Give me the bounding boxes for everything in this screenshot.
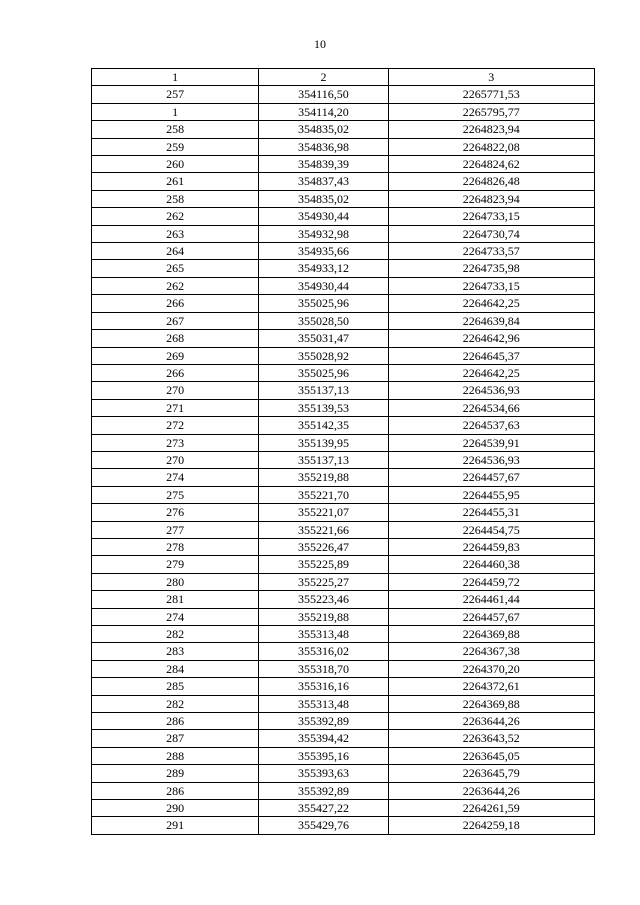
cell-x-coordinate: 355395,16 xyxy=(259,747,388,764)
table-row xyxy=(92,591,595,608)
cell-point-number: 259 xyxy=(92,138,259,155)
table-row xyxy=(92,608,595,625)
cell-x-coordinate: 354839,39 xyxy=(259,156,388,173)
cell-point-number: 267 xyxy=(92,312,259,329)
cell-y-coordinate: 2264459,72 xyxy=(388,573,594,590)
cell-point-number: 257 xyxy=(92,86,259,103)
cell-y-coordinate: 2264457,67 xyxy=(388,469,594,486)
cell-y-coordinate: 2264455,31 xyxy=(388,504,594,521)
cell-x-coordinate: 355137,13 xyxy=(259,451,388,468)
cell-x-coordinate: 354930,44 xyxy=(259,208,388,225)
table-row xyxy=(92,417,595,434)
cell-y-coordinate: 2264645,37 xyxy=(388,347,594,364)
cell-y-coordinate: 2264733,15 xyxy=(388,208,594,225)
cell-point-number: 263 xyxy=(92,225,259,242)
column-header-point-number: 1 xyxy=(92,69,259,86)
cell-x-coordinate: 355392,89 xyxy=(259,782,388,799)
table-header-row xyxy=(92,69,595,86)
cell-point-number: 269 xyxy=(92,347,259,364)
cell-y-coordinate: 2263645,79 xyxy=(388,765,594,782)
page-number: 10 xyxy=(314,37,326,51)
cell-x-coordinate: 355394,42 xyxy=(259,730,388,747)
cell-point-number: 277 xyxy=(92,521,259,538)
cell-x-coordinate: 355393,63 xyxy=(259,765,388,782)
table-row xyxy=(92,451,595,468)
cell-y-coordinate: 2263644,26 xyxy=(388,713,594,730)
table-row xyxy=(92,121,595,138)
table-row xyxy=(92,643,595,660)
cell-y-coordinate: 2264461,44 xyxy=(388,591,594,608)
cell-point-number: 286 xyxy=(92,713,259,730)
cell-point-number: 289 xyxy=(92,765,259,782)
cell-point-number: 273 xyxy=(92,434,259,451)
cell-point-number: 288 xyxy=(92,747,259,764)
cell-x-coordinate: 355031,47 xyxy=(259,330,388,347)
cell-point-number: 268 xyxy=(92,330,259,347)
table-row xyxy=(92,243,595,260)
cell-point-number: 261 xyxy=(92,173,259,190)
cell-y-coordinate: 2265771,53 xyxy=(388,86,594,103)
table-row xyxy=(92,695,595,712)
cell-x-coordinate: 354935,66 xyxy=(259,243,388,260)
cell-y-coordinate: 2264823,94 xyxy=(388,190,594,207)
table-row xyxy=(92,747,595,764)
cell-x-coordinate: 355025,96 xyxy=(259,295,388,312)
cell-y-coordinate: 2264537,63 xyxy=(388,417,594,434)
cell-y-coordinate: 2264733,15 xyxy=(388,277,594,294)
table-row xyxy=(92,138,595,155)
cell-y-coordinate: 2264369,88 xyxy=(388,626,594,643)
cell-x-coordinate: 355392,89 xyxy=(259,713,388,730)
cell-y-coordinate: 2264826,48 xyxy=(388,173,594,190)
table-row xyxy=(92,504,595,521)
cell-y-coordinate: 2264536,93 xyxy=(388,451,594,468)
cell-point-number: 278 xyxy=(92,538,259,555)
cell-point-number: 282 xyxy=(92,695,259,712)
table-row xyxy=(92,190,595,207)
cell-x-coordinate: 355427,22 xyxy=(259,800,388,817)
table-row xyxy=(92,312,595,329)
cell-point-number: 275 xyxy=(92,486,259,503)
cell-x-coordinate: 354933,12 xyxy=(259,260,388,277)
cell-x-coordinate: 354930,44 xyxy=(259,277,388,294)
cell-y-coordinate: 2264459,83 xyxy=(388,538,594,555)
cell-y-coordinate: 2264534,66 xyxy=(388,399,594,416)
cell-y-coordinate: 2263643,52 xyxy=(388,730,594,747)
cell-x-coordinate: 355028,92 xyxy=(259,347,388,364)
cell-y-coordinate: 2264642,96 xyxy=(388,330,594,347)
cell-x-coordinate: 355221,07 xyxy=(259,504,388,521)
cell-point-number: 290 xyxy=(92,800,259,817)
cell-x-coordinate: 355221,70 xyxy=(259,486,388,503)
cell-x-coordinate: 354114,20 xyxy=(259,103,388,120)
cell-point-number: 264 xyxy=(92,243,259,260)
table-row xyxy=(92,277,595,294)
table-row xyxy=(92,730,595,747)
cell-y-coordinate: 2264733,57 xyxy=(388,243,594,260)
cell-x-coordinate: 355139,53 xyxy=(259,399,388,416)
table-row xyxy=(92,295,595,312)
cell-y-coordinate: 2264824,62 xyxy=(388,156,594,173)
table-row xyxy=(92,364,595,381)
table-row xyxy=(92,765,595,782)
coordinates-table xyxy=(91,68,595,835)
cell-x-coordinate: 354837,43 xyxy=(259,173,388,190)
cell-y-coordinate: 2264370,20 xyxy=(388,660,594,677)
cell-point-number: 271 xyxy=(92,399,259,416)
cell-point-number: 279 xyxy=(92,556,259,573)
cell-x-coordinate: 355025,96 xyxy=(259,364,388,381)
cell-y-coordinate: 2264372,61 xyxy=(388,678,594,695)
table-row xyxy=(92,173,595,190)
table-row xyxy=(92,399,595,416)
cell-y-coordinate: 2264735,98 xyxy=(388,260,594,277)
cell-x-coordinate: 355313,48 xyxy=(259,626,388,643)
cell-x-coordinate: 355139,95 xyxy=(259,434,388,451)
cell-x-coordinate: 355219,88 xyxy=(259,608,388,625)
cell-y-coordinate: 2263645,05 xyxy=(388,747,594,764)
table-row xyxy=(92,556,595,573)
table-row xyxy=(92,538,595,555)
table-row xyxy=(92,817,595,834)
cell-point-number: 270 xyxy=(92,382,259,399)
table-row xyxy=(92,103,595,120)
cell-x-coordinate: 354835,02 xyxy=(259,121,388,138)
cell-y-coordinate: 2263644,26 xyxy=(388,782,594,799)
cell-y-coordinate: 2264822,08 xyxy=(388,138,594,155)
cell-x-coordinate: 355225,89 xyxy=(259,556,388,573)
cell-point-number: 283 xyxy=(92,643,259,660)
cell-y-coordinate: 2264455,95 xyxy=(388,486,594,503)
cell-x-coordinate: 355142,35 xyxy=(259,417,388,434)
cell-y-coordinate: 2264454,75 xyxy=(388,521,594,538)
cell-x-coordinate: 355318,70 xyxy=(259,660,388,677)
cell-y-coordinate: 2264367,38 xyxy=(388,643,594,660)
cell-point-number: 276 xyxy=(92,504,259,521)
cell-point-number: 274 xyxy=(92,469,259,486)
cell-point-number: 260 xyxy=(92,156,259,173)
cell-x-coordinate: 355226,47 xyxy=(259,538,388,555)
cell-point-number: 270 xyxy=(92,451,259,468)
cell-x-coordinate: 355313,48 xyxy=(259,695,388,712)
cell-x-coordinate: 355223,46 xyxy=(259,591,388,608)
cell-point-number: 265 xyxy=(92,260,259,277)
cell-point-number: 258 xyxy=(92,190,259,207)
cell-y-coordinate: 2264460,38 xyxy=(388,556,594,573)
table-row xyxy=(92,678,595,695)
table-row xyxy=(92,573,595,590)
table-row xyxy=(92,260,595,277)
cell-x-coordinate: 355429,76 xyxy=(259,817,388,834)
table-row xyxy=(92,330,595,347)
table-row xyxy=(92,486,595,503)
table-row xyxy=(92,225,595,242)
cell-y-coordinate: 2265795,77 xyxy=(388,103,594,120)
cell-point-number: 258 xyxy=(92,121,259,138)
cell-point-number: 287 xyxy=(92,730,259,747)
cell-point-number: 266 xyxy=(92,364,259,381)
cell-point-number: 262 xyxy=(92,277,259,294)
table-row xyxy=(92,521,595,538)
cell-point-number: 262 xyxy=(92,208,259,225)
cell-point-number: 286 xyxy=(92,782,259,799)
cell-x-coordinate: 355219,88 xyxy=(259,469,388,486)
cell-x-coordinate: 354835,02 xyxy=(259,190,388,207)
table-row xyxy=(92,469,595,486)
cell-x-coordinate: 355137,13 xyxy=(259,382,388,399)
table-row xyxy=(92,156,595,173)
cell-y-coordinate: 2264457,67 xyxy=(388,608,594,625)
cell-point-number: 281 xyxy=(92,591,259,608)
cell-x-coordinate: 355028,50 xyxy=(259,312,388,329)
cell-point-number: 291 xyxy=(92,817,259,834)
cell-x-coordinate: 354116,50 xyxy=(259,86,388,103)
cell-y-coordinate: 2264730,74 xyxy=(388,225,594,242)
cell-y-coordinate: 2264639,84 xyxy=(388,312,594,329)
table-row xyxy=(92,660,595,677)
cell-y-coordinate: 2264539,91 xyxy=(388,434,594,451)
cell-x-coordinate: 355221,66 xyxy=(259,521,388,538)
cell-point-number: 282 xyxy=(92,626,259,643)
cell-y-coordinate: 2264369,88 xyxy=(388,695,594,712)
table-row xyxy=(92,347,595,364)
table-body xyxy=(92,86,595,834)
table-row xyxy=(92,382,595,399)
table-row xyxy=(92,713,595,730)
cell-point-number: 1 xyxy=(92,103,259,120)
cell-x-coordinate: 354836,98 xyxy=(259,138,388,155)
cell-point-number: 284 xyxy=(92,660,259,677)
cell-point-number: 266 xyxy=(92,295,259,312)
cell-point-number: 285 xyxy=(92,678,259,695)
cell-x-coordinate: 355316,02 xyxy=(259,643,388,660)
cell-x-coordinate: 355225,27 xyxy=(259,573,388,590)
cell-x-coordinate: 354932,98 xyxy=(259,225,388,242)
cell-y-coordinate: 2264536,93 xyxy=(388,382,594,399)
column-header-y-coordinate: 3 xyxy=(388,69,594,86)
cell-point-number: 274 xyxy=(92,608,259,625)
table-row xyxy=(92,208,595,225)
table-row xyxy=(92,86,595,103)
cell-y-coordinate: 2264642,25 xyxy=(388,295,594,312)
table-row xyxy=(92,782,595,799)
cell-y-coordinate: 2264261,59 xyxy=(388,800,594,817)
table-row xyxy=(92,800,595,817)
column-header-x-coordinate: 2 xyxy=(259,69,388,86)
cell-y-coordinate: 2264642,25 xyxy=(388,364,594,381)
table-row xyxy=(92,626,595,643)
cell-y-coordinate: 2264259,18 xyxy=(388,817,594,834)
table-row xyxy=(92,434,595,451)
cell-x-coordinate: 355316,16 xyxy=(259,678,388,695)
cell-point-number: 272 xyxy=(92,417,259,434)
cell-point-number: 280 xyxy=(92,573,259,590)
cell-y-coordinate: 2264823,94 xyxy=(388,121,594,138)
